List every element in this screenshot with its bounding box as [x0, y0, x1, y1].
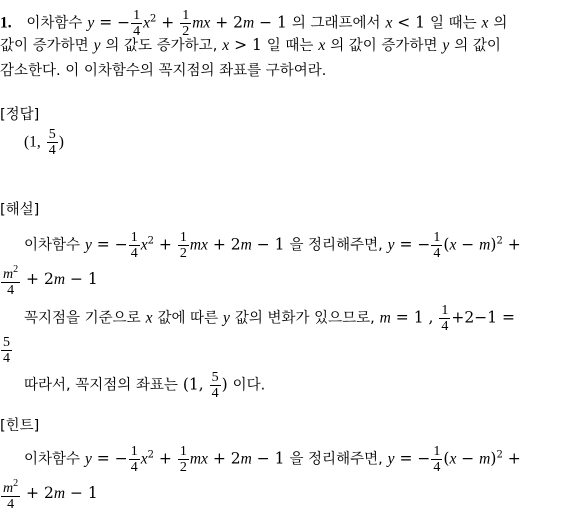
- explanation-line-1: 이차함수 y = − $\frac{1}{4}$ $x^2$ + $\frac{1}{2}$ mx + 2m − 1 을 정리해주면, y = − $\frac{1}{4}$ $(x - m)^2$ +: [24, 230, 521, 261]
- problem-text: 의: [493, 15, 508, 32]
- problem-text: 의 값이: [454, 38, 501, 54]
- problem-text: 값이 증가하면: [0, 38, 89, 54]
- hint-line-1: 이차함수 y = − $\frac{1}{4}$ $x^2$ + $\frac{1}{2}$ mx + 2m − 1 을 정리해주면, y = − $\frac{1}{4}$ $(x - m)^2$ +: [24, 444, 521, 475]
- problem-text: 이차함수: [26, 15, 83, 32]
- problem-text: 감소한다. 이 이차함수의 꼭지점의 좌표를 구하여라.: [0, 63, 327, 79]
- answer-value: (1, $\frac{5}{4}$ ): [24, 127, 64, 158]
- explanation-header: [해설]: [0, 202, 40, 218]
- problem-line-2: 값이 증가하면 y 의 값도 증가하고, x > 1 일 때는 x 의 값이 증가하면 y 의 값이: [0, 36, 501, 54]
- explanation-line-2: $\frac{m^2}{4}$ + 2m − 1: [3, 264, 98, 298]
- problem-text: 의 그래프에서: [291, 15, 381, 32]
- explanation-line-5: 따라서, 꼭지점의 좌표는 (1, $\frac{5}{4}$ ) 이다.: [24, 370, 266, 401]
- problem-line-1: 1. 이차함수 y = − $\frac{1}{4}$ $x^2$ + $\frac{1}{2}$ mx + 2m − 1 의 그래프에서 x < 1 일 때는 x 의: [0, 8, 508, 39]
- explanation-line-3: 꼭지점을 기준으로 x 값에 따른 y 값의 변화가 있으므로, m = 1 , $\frac{1}{4}$ +2−1 =: [24, 303, 516, 334]
- hint-header: [힌트]: [0, 418, 40, 434]
- answer-header: [정답]: [0, 107, 40, 123]
- problem-text: 의 값도 증가하고,: [105, 38, 218, 54]
- problem-text: 의 값이 증가하면: [330, 38, 438, 54]
- problem-text: 일 때는: [266, 38, 314, 54]
- problem-number: 1.: [0, 14, 12, 32]
- problem-text: 일 때는: [429, 15, 477, 32]
- hint-line-2: $\frac{m^2}{4}$ + 2m − 1: [3, 478, 98, 512]
- explanation-line-4: $\frac{5}{4}$: [3, 335, 10, 366]
- problem-line-3: [0, 60, 326, 81]
